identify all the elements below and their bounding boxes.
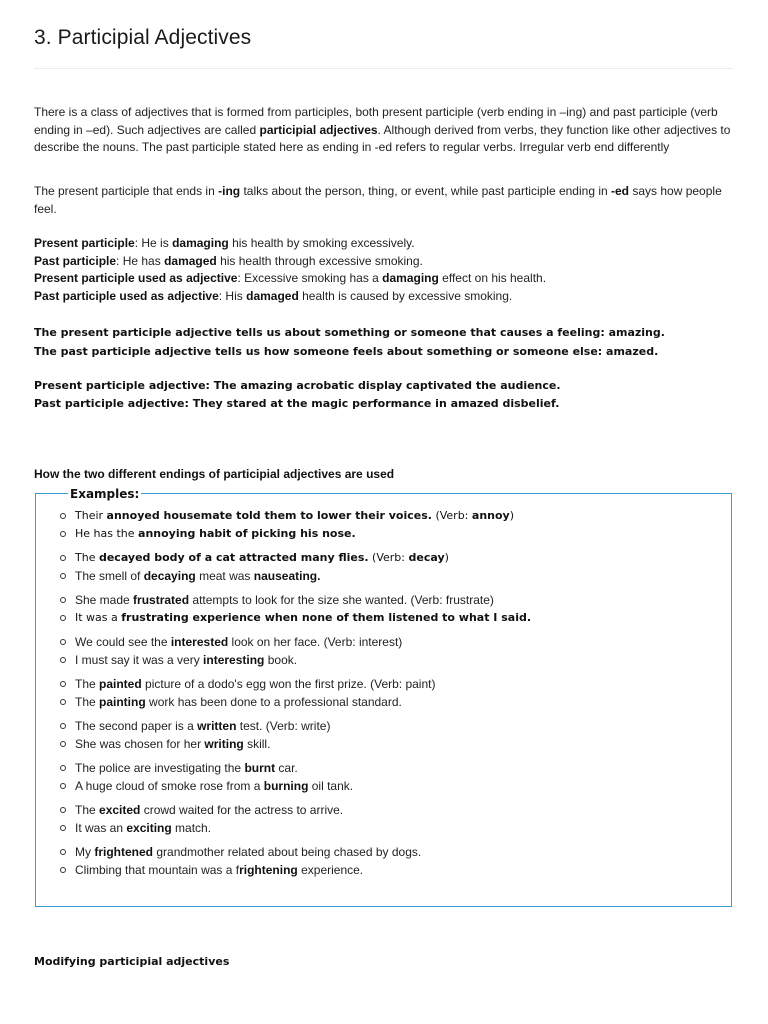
examples-label: Examples: — [70, 487, 140, 501]
page-title: 3. Participial Adjectives — [34, 26, 252, 49]
example-item — [58, 507, 718, 525]
text-run: : His — [218, 288, 247, 303]
circle-bullet-icon — [60, 699, 66, 705]
bold-text: painted — [99, 677, 142, 691]
text-line — [34, 235, 734, 253]
text-run: attempts to look for the size she wanted. (Verb: frustrate) — [189, 593, 494, 607]
text-run: Their — [75, 509, 107, 522]
definitions-block — [34, 235, 734, 305]
text-line — [34, 377, 734, 395]
text-run: It was an — [75, 821, 127, 835]
text-run: The — [75, 803, 100, 817]
bold-text: damaging — [382, 271, 439, 285]
text-run: skill. — [243, 737, 271, 751]
text-run: She was chosen for her — [75, 737, 205, 751]
bold-text: rightening — [239, 863, 298, 877]
bold-text: written — [197, 719, 237, 733]
text-run: look on her face. (Verb: interest) — [228, 635, 403, 649]
text-run: There is a class of adjectives that is formed from participles, both present participle (verb ending in –ing) and past participle (verb ending in –ed). Such adjectives are called — [34, 105, 718, 137]
circle-bullet-icon — [60, 513, 66, 519]
bold-text: interesting — [203, 653, 265, 667]
example-item — [58, 693, 718, 711]
circle-bullet-icon — [60, 639, 66, 645]
text-run: The present participle that ends in — [34, 184, 219, 198]
bold-text: Present participle adjective: — [34, 379, 214, 392]
text-run: ) — [509, 509, 514, 522]
bold-text: Past participle adjective: — [34, 397, 193, 410]
example-item — [58, 777, 718, 795]
circle-bullet-icon — [60, 807, 66, 813]
bold-text: They stared at the magic performance in amazed disbelief. — [192, 397, 560, 410]
text-run: experience. — [297, 863, 364, 877]
bold-text: Present participle — [34, 236, 135, 250]
circle-bullet-icon — [60, 867, 66, 873]
bold-text: annoy — [471, 509, 510, 522]
example-item — [58, 861, 718, 879]
bold-text: painting — [99, 695, 146, 709]
bold-text: interested — [170, 635, 229, 649]
bold-text: decaying — [143, 569, 196, 583]
example-item — [58, 651, 718, 669]
bold-text: decay — [408, 551, 445, 564]
bold-text: burning — [263, 779, 309, 793]
bold-text: participial adjectives — [259, 122, 378, 137]
circle-bullet-icon — [60, 531, 66, 537]
example-group — [58, 675, 718, 711]
text-line — [34, 270, 734, 288]
bold-text: burnt — [244, 761, 276, 775]
example-item — [58, 633, 718, 651]
text-run: book. — [264, 653, 298, 667]
text-run: She made — [75, 593, 134, 607]
text-line — [34, 288, 734, 306]
example-item — [58, 735, 718, 753]
circle-bullet-icon — [60, 681, 66, 687]
text-run: : He has — [116, 253, 165, 268]
example-group — [58, 717, 718, 753]
text-run: . Although derived from verbs, they function like other adjectives to describe the nouns. The past participle stated here as ending in -ed refers to regular verbs. Irregular verb end differently — [34, 122, 731, 154]
text-run: work has been done to a professional standard. — [145, 695, 402, 709]
example-group — [58, 801, 718, 837]
text-run: : He is — [134, 236, 173, 250]
circle-bullet-icon — [60, 783, 66, 789]
text-run: says how people feel. — [34, 184, 722, 216]
bold-text: excited — [99, 803, 141, 817]
circle-bullet-icon — [60, 723, 66, 729]
example-item — [58, 591, 718, 609]
circle-bullet-icon — [60, 765, 66, 771]
text-run: The smell of — [75, 569, 144, 583]
text-run: The — [75, 551, 99, 564]
bold-text: damaged — [246, 288, 299, 303]
text-run: crowd waited for the actress to arrive. — [140, 803, 344, 817]
circle-bullet-icon — [60, 825, 66, 831]
text-run: (Verb: — [368, 551, 409, 564]
text-run: his health by smoking excessively. — [228, 236, 415, 250]
bold-text: exciting — [126, 821, 172, 835]
bold-text: The present participle adjective tells us about something or someone that causes a feeling: amazing. — [34, 326, 665, 339]
how-heading: How the two different endings of participial adjectives are used — [34, 467, 395, 481]
text-run: He has the — [75, 527, 139, 540]
bold-text: writing — [204, 737, 244, 751]
text-line — [34, 253, 734, 271]
intro-paragraph-1 — [34, 104, 734, 157]
example-item — [58, 843, 718, 861]
bold-text: annoying habit of picking his nose. — [138, 527, 356, 540]
text-run: The — [75, 695, 100, 709]
text-run: It was a — [75, 611, 122, 624]
example-item — [58, 717, 718, 735]
bold-text: damaged — [164, 253, 217, 268]
bold-text: -ing — [218, 184, 241, 198]
adjective-examples-block — [34, 377, 734, 413]
text-run: car. — [275, 761, 298, 775]
bold-text: Present participle used as adjective — [34, 271, 238, 285]
intro-paragraph-2 — [34, 183, 734, 218]
example-group — [58, 843, 718, 879]
text-line — [34, 395, 734, 413]
bold-text: decayed body of a cat attracted many flies. — [98, 551, 369, 564]
text-run: I must say it was a very — [75, 653, 204, 667]
text-run: grandmother related about being chased by dogs. — [153, 845, 422, 859]
example-item — [58, 759, 718, 777]
text-run: his health through excessive smoking. — [216, 253, 423, 268]
text-run: test. (Verb: write) — [236, 719, 331, 733]
text-run: My — [75, 845, 95, 859]
bold-text: The past participle adjective tells us how someone feels about something or someone else: amazed. — [34, 345, 659, 358]
bold-text: Past participle used as adjective — [34, 288, 219, 303]
example-item — [58, 801, 718, 819]
example-group — [58, 759, 718, 795]
text-run: picture of a dodo's egg won the first prize. (Verb: paint) — [141, 677, 436, 691]
text-run: Climbing that mountain was a f — [75, 863, 240, 877]
text-run: A huge cloud of smoke rose from a — [75, 779, 264, 793]
text-run: The — [75, 677, 100, 691]
bold-text: frustrating experience when none of them listened to what I said. — [121, 611, 532, 624]
circle-bullet-icon — [60, 615, 66, 621]
circle-bullet-icon — [60, 573, 66, 579]
example-item — [58, 675, 718, 693]
text-line — [34, 342, 734, 361]
text-run: talks about the person, thing, or event, while past participle ending in — [240, 184, 612, 198]
text-run: : Excessive smoking has a — [237, 271, 383, 285]
example-group — [58, 591, 718, 627]
circle-bullet-icon — [60, 597, 66, 603]
text-run: effect on his health. — [438, 271, 547, 285]
example-item — [58, 819, 718, 837]
circle-bullet-icon — [60, 555, 66, 561]
modifying-heading: Modifying participial adjectives — [34, 955, 230, 968]
explanations-block — [34, 323, 734, 361]
text-run: health is caused by excessive smoking. — [298, 288, 513, 303]
text-run: match. — [171, 821, 212, 835]
text-run: ) — [444, 551, 449, 564]
bold-text: Past participle — [34, 253, 117, 268]
example-item — [58, 609, 718, 627]
bold-text: The amazing acrobatic display captivated the audience. — [213, 379, 561, 392]
text-run: We could see the — [75, 635, 171, 649]
title-divider — [34, 68, 733, 69]
example-group — [58, 549, 718, 585]
text-run: oil tank. — [308, 779, 354, 793]
bold-text: nauseating. — [253, 569, 321, 583]
bold-text: damaging — [172, 236, 229, 250]
example-groups — [58, 507, 718, 885]
example-group — [58, 633, 718, 669]
bold-text: annoyed housemate told them to lower their voices. — [106, 509, 432, 522]
example-item — [58, 549, 718, 567]
circle-bullet-icon — [60, 741, 66, 747]
text-run: The second paper is a — [75, 719, 198, 733]
example-item — [58, 525, 718, 543]
text-run: meat was — [195, 569, 254, 583]
bold-text: -ed — [611, 184, 630, 198]
bold-text: frustrated — [133, 593, 190, 607]
text-run: (Verb: — [431, 509, 472, 522]
example-item — [58, 567, 718, 585]
text-run: The police are investigating the — [75, 761, 245, 775]
circle-bullet-icon — [60, 849, 66, 855]
example-group — [58, 507, 718, 543]
bold-text: frightened — [94, 845, 154, 859]
text-line — [34, 323, 734, 342]
circle-bullet-icon — [60, 657, 66, 663]
